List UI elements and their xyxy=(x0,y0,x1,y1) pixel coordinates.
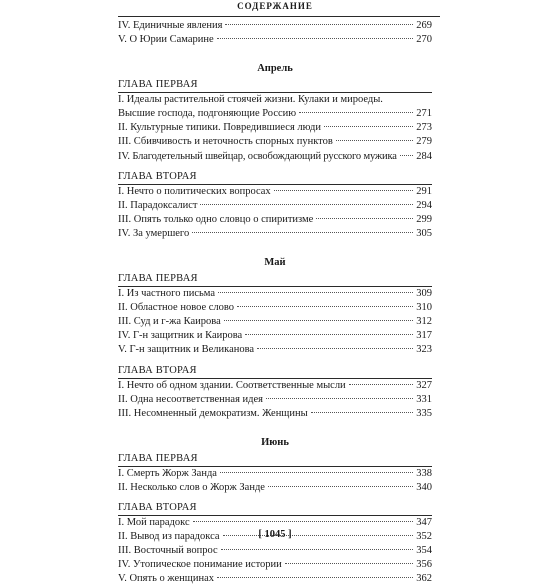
toc-entry-page: 284 xyxy=(416,150,432,162)
toc-entry xyxy=(118,516,432,530)
toc-entry xyxy=(118,301,432,315)
toc-entry-page: 354 xyxy=(416,545,432,557)
month-heading-april: Апрель xyxy=(257,63,293,75)
toc-entry xyxy=(118,107,432,121)
toc-entry-page: 269 xyxy=(416,20,432,31)
toc-entry-page: 291 xyxy=(416,185,432,197)
toc-entry-page: 271 xyxy=(416,108,432,120)
toc-entry-title-continued: Высшие господа, подгоняющие Россию xyxy=(118,108,297,120)
dot-leader xyxy=(257,348,413,349)
toc-entry-title: III. Восточный вопрос xyxy=(118,545,218,557)
toc-entry-page: 347 xyxy=(416,516,432,528)
toc-entry xyxy=(118,135,432,149)
toc-entry-title: V. Г-н защитник и Великанова xyxy=(118,344,255,356)
toc-entry-title: I. Идеалы растительной стоячей жизни. Кулаки и мироеды. xyxy=(118,94,383,106)
toc-entry xyxy=(118,227,432,241)
toc-entry-title: IV. Единичные явления xyxy=(118,20,223,31)
toc-entry-page: 317 xyxy=(416,330,432,342)
dot-leader xyxy=(336,140,413,141)
toc-entry-title: I. Из частного письма xyxy=(118,288,216,300)
dot-leader xyxy=(400,155,413,156)
toc-entry-page: 305 xyxy=(416,227,432,239)
toc-entry-title: III. Несомненный демократизм. Женщины xyxy=(118,407,308,419)
header-rule xyxy=(118,16,440,17)
toc-entry-page: 310 xyxy=(416,302,432,314)
toc-entry-page: 352 xyxy=(416,531,432,543)
toc-entry-title: II. Несколько слов о Жорж Занде xyxy=(118,481,265,493)
toc-entry-page: 312 xyxy=(416,316,432,328)
dot-leader xyxy=(237,306,413,307)
chapter-heading: ГЛАВА ВТОРАЯ xyxy=(118,501,197,513)
dot-leader xyxy=(225,24,413,25)
toc-entry-title: III. Опять только одно словцо о спиритизме xyxy=(118,213,314,225)
toc-entry-title: IV. Г-н защитник и Каирова xyxy=(118,330,243,342)
month-heading-may: Май xyxy=(264,257,286,269)
toc-entry xyxy=(118,329,432,343)
toc-entry-title: II. Одна несоответственная идея xyxy=(118,393,263,405)
toc-entry-page: 270 xyxy=(416,34,432,46)
toc-entry-page: 340 xyxy=(416,481,432,493)
chapter-heading: ГЛАВА ПЕРВАЯ xyxy=(118,273,198,285)
dot-leader xyxy=(200,204,413,205)
toc-entry xyxy=(118,33,432,47)
toc-entry-title: IV. Благодетельный швейцар, освобождающий русского мужика xyxy=(118,150,397,162)
dot-leader xyxy=(218,292,413,293)
toc-entry-title: II. Парадоксалист xyxy=(118,199,198,211)
toc-entry-title: II. Областное новое слово xyxy=(118,302,235,314)
dot-leader xyxy=(316,218,413,219)
dot-leader xyxy=(349,384,413,385)
toc-entry-page: 273 xyxy=(416,122,432,134)
dot-leader xyxy=(217,577,413,578)
dot-leader xyxy=(266,398,413,399)
toc-entry-page: 327 xyxy=(416,379,432,391)
toc-entry-title: II. Вывод из парадокса xyxy=(118,531,220,543)
page-number: [ 1045 ] xyxy=(258,529,292,540)
toc-entry-title: III. Суд и г-жа Каирова xyxy=(118,316,221,328)
chapter-heading: ГЛАВА ВТОРАЯ xyxy=(118,170,197,182)
toc-entry xyxy=(118,467,432,481)
toc-entry-line xyxy=(118,93,432,107)
toc-entry-page: 323 xyxy=(416,344,432,356)
dot-leader xyxy=(220,472,413,473)
running-header: СОДЕРЖАНИЕ xyxy=(237,1,313,11)
toc-entry-title: I. Нечто о политических вопросах xyxy=(118,185,271,197)
toc-entry xyxy=(118,481,432,495)
chapter-heading: ГЛАВА ПЕРВАЯ xyxy=(118,79,198,91)
toc-entry-page: 338 xyxy=(416,467,432,479)
toc-entry xyxy=(118,213,432,227)
dot-leader xyxy=(274,190,413,191)
toc-entry xyxy=(118,185,432,199)
dot-leader xyxy=(311,412,413,413)
toc-entry-title: V. Опять о женщинах xyxy=(118,573,215,585)
dot-leader xyxy=(324,126,413,127)
dot-leader xyxy=(285,563,413,564)
toc-entry xyxy=(118,393,432,407)
toc-entry-title: I. Смерть Жорж Занда xyxy=(118,467,217,479)
toc-entry xyxy=(118,199,432,213)
chapter-heading: ГЛАВА ВТОРАЯ xyxy=(118,364,197,376)
toc-entry xyxy=(118,150,432,164)
toc-entry-page: 279 xyxy=(416,136,432,148)
chapter-heading: ГЛАВА ПЕРВАЯ xyxy=(118,452,198,464)
toc-entry-page: 356 xyxy=(416,559,432,571)
toc-entry xyxy=(118,558,432,572)
toc-entry xyxy=(118,19,432,33)
month-heading-june: Июнь xyxy=(261,436,289,448)
toc-entry-page: 299 xyxy=(416,213,432,225)
toc-entry-title: I. Нечто об одном здании. Соответственные мысли xyxy=(118,379,346,391)
toc-entry-page: 331 xyxy=(416,393,432,405)
dot-leader xyxy=(224,320,413,321)
table-of-contents xyxy=(118,19,432,586)
toc-entry-title: V. О Юрии Самарине xyxy=(118,34,214,46)
toc-entry-title: II. Культурные типики. Повредившиеся люди xyxy=(118,122,321,134)
toc-entry-title: IV. Утопическое понимание истории xyxy=(118,559,282,571)
toc-entry xyxy=(118,407,432,421)
toc-entry xyxy=(118,544,432,558)
toc-entry xyxy=(118,121,432,135)
dot-leader xyxy=(245,334,413,335)
toc-entry-page: 362 xyxy=(416,573,432,585)
toc-entry-title: I. Мой парадокс xyxy=(118,516,190,528)
toc-entry xyxy=(118,572,432,586)
toc-entry-page: 309 xyxy=(416,288,432,300)
dot-leader xyxy=(192,232,413,233)
dot-leader xyxy=(217,38,413,39)
toc-entry-page: 335 xyxy=(416,407,432,419)
toc-entry-page: 294 xyxy=(416,199,432,211)
toc-entry xyxy=(118,315,432,329)
toc-entry xyxy=(118,379,432,393)
dot-leader xyxy=(299,112,413,113)
dot-leader xyxy=(268,486,413,487)
toc-entry-title: III. Сбивчивость и неточность спорных пунктов xyxy=(118,136,333,148)
toc-entry xyxy=(118,343,432,357)
toc-entry-title: IV. За умершего xyxy=(118,227,190,239)
dot-leader xyxy=(193,521,413,522)
toc-entry xyxy=(118,287,432,301)
